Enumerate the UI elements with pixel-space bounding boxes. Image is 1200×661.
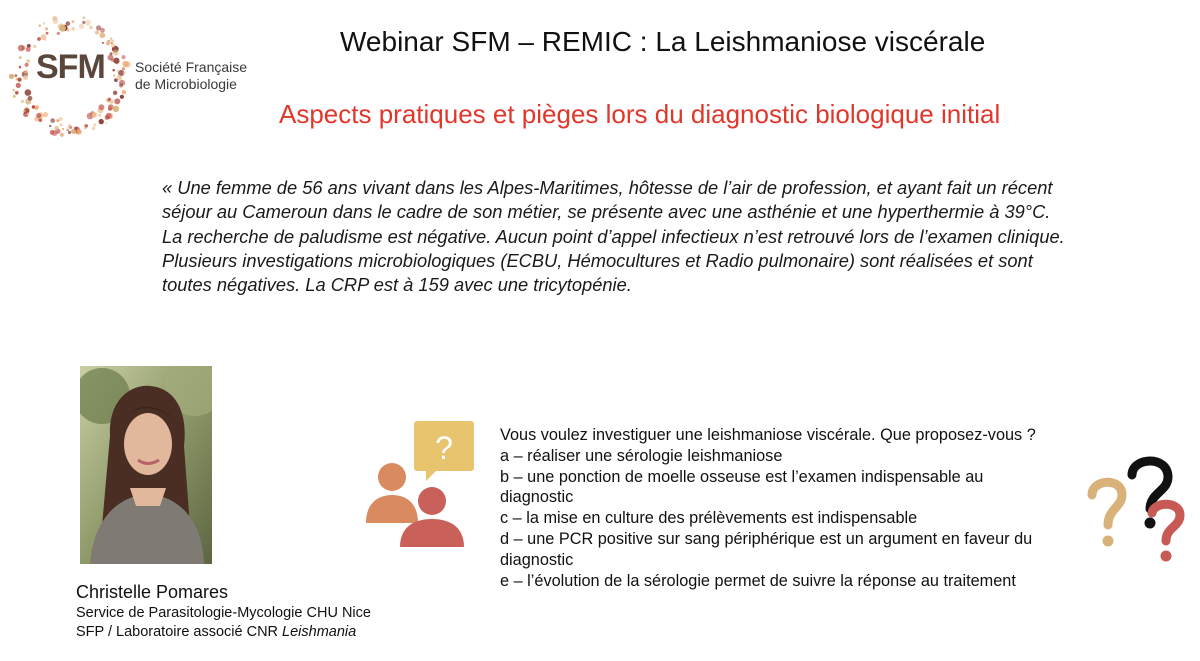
logo-ring-dot bbox=[105, 115, 110, 120]
logo-ring-dot bbox=[50, 118, 55, 123]
logo-ring-dot bbox=[96, 25, 101, 30]
quiz-option-b: b – une ponction de moelle osseuse est l’examen indispensable au diagnostic bbox=[500, 467, 984, 507]
logo-society-name: Société Française de Microbiologie bbox=[135, 59, 248, 92]
logo-ring-dot bbox=[25, 63, 29, 67]
affiliation-2-text: SFP / Laboratoire associé CNR bbox=[76, 624, 283, 640]
logo-ring-dot bbox=[99, 119, 104, 124]
logo-ring-dot bbox=[23, 75, 28, 80]
speaker-affiliation-2 bbox=[76, 624, 356, 641]
logo-ring-dot bbox=[54, 126, 59, 131]
logo-ring-dot bbox=[43, 22, 46, 25]
logo-ring-dot bbox=[113, 75, 115, 77]
logo-ring-dot bbox=[79, 24, 84, 29]
logo-ring-dot bbox=[99, 104, 105, 110]
slide-subtitle: Aspects pratiques et pièges lors du diagnostic biologique initial bbox=[279, 99, 1001, 129]
quiz-option-e: e – l’évolution de la sérologie permet de suivre la réponse au traitement bbox=[500, 571, 1016, 590]
logo-ring-dot bbox=[15, 91, 19, 95]
speaker-affiliation-1: Service de Parasitologie-Mycologie CHU Nice bbox=[76, 605, 371, 621]
logo-mark: SFM bbox=[36, 48, 105, 86]
logo-ring-dot bbox=[107, 101, 109, 103]
logo-ring-dot bbox=[95, 30, 99, 34]
logo-ring-dot bbox=[110, 100, 114, 104]
logo-ring-dot bbox=[27, 113, 30, 116]
logo-ring-dot bbox=[53, 19, 59, 25]
logo-ring-dot bbox=[119, 83, 123, 87]
logo-ring-dot bbox=[26, 59, 30, 63]
logo-ring-dot bbox=[18, 45, 25, 52]
logo-ring-dot bbox=[111, 43, 115, 47]
logo-ring-dot bbox=[82, 21, 85, 24]
logo-ring-dot bbox=[70, 127, 72, 129]
logo-ring-dot bbox=[62, 128, 64, 130]
logo-ring-dot bbox=[60, 133, 64, 137]
logo-ring-dot bbox=[36, 113, 41, 118]
logo-ring-dot bbox=[59, 123, 62, 126]
logo-ring-dot bbox=[93, 123, 96, 126]
logo-ring-dot bbox=[71, 27, 75, 31]
logo-ring-dot bbox=[110, 38, 112, 40]
logo-ring-dot bbox=[76, 129, 81, 134]
logo-ring-dot bbox=[102, 42, 104, 44]
logo-ring-dot bbox=[19, 66, 22, 69]
logo-ring-dot bbox=[9, 74, 14, 79]
quiz-question: Vous voulez investiguer une leishmaniose viscérale. Que proposez-vous ? bbox=[500, 426, 1036, 444]
logo-ring-dot bbox=[59, 117, 63, 121]
logo-ring-dot bbox=[108, 55, 114, 61]
question-marks-icon bbox=[1080, 455, 1195, 570]
logo-ring-dot bbox=[57, 120, 60, 123]
logo-ring-dot bbox=[19, 56, 22, 59]
logo-ring-dot bbox=[45, 27, 48, 30]
logo-ring-dot bbox=[122, 90, 126, 94]
logo-ring-dot bbox=[52, 130, 58, 136]
logo-ring-dot bbox=[18, 78, 22, 82]
logo-ring-dot bbox=[21, 100, 24, 103]
quiz-option-d: d – une PCR positive sur sang périphérique est un argument en faveur du diagnostic bbox=[500, 529, 1033, 569]
logo-ring-dot bbox=[46, 32, 49, 35]
logo-ring-dot bbox=[92, 112, 98, 118]
logo-ring-dot bbox=[25, 89, 32, 96]
logo-ring-dot bbox=[66, 21, 71, 26]
bubble-question-glyph: ? bbox=[435, 430, 453, 466]
speaker-name: Christelle Pomares bbox=[76, 582, 229, 602]
logo-ring-dot bbox=[106, 42, 109, 45]
logo-ring-dot bbox=[83, 17, 86, 20]
logo-ring-dot bbox=[113, 50, 119, 56]
logo-ring-dot bbox=[39, 25, 41, 27]
sfm-logo bbox=[6, 6, 256, 141]
logo-ring-dot bbox=[122, 67, 125, 70]
logo-ring-dot bbox=[113, 106, 119, 112]
logo-ring-dot bbox=[72, 20, 75, 23]
logo-ring-dot bbox=[117, 75, 121, 79]
logo-ring-dot bbox=[28, 96, 33, 101]
logo-ring-dot bbox=[15, 74, 18, 77]
logo-ring-dot bbox=[59, 25, 66, 32]
speaker-photo bbox=[80, 366, 212, 564]
logo-ring-dot bbox=[92, 127, 95, 130]
logo-ring-dot bbox=[37, 37, 41, 41]
logo-ring-dot bbox=[41, 34, 47, 40]
logo-ring-dot bbox=[85, 20, 91, 26]
affiliation-2-italic: Leishmania bbox=[282, 624, 357, 640]
logo-ring-dot bbox=[13, 89, 16, 92]
logo-ring-dot bbox=[120, 95, 124, 99]
logo-ring-dot bbox=[16, 83, 21, 88]
logo-ring-dot bbox=[110, 39, 114, 43]
logo-ring-dot bbox=[105, 122, 107, 124]
logo-ring-dot bbox=[71, 129, 76, 134]
logo-ring-dot bbox=[98, 114, 101, 117]
quiz-option-a: a – réaliser une sérologie leishmaniose bbox=[500, 446, 783, 465]
logo-ring-dot bbox=[84, 126, 87, 129]
logo-ring-dot bbox=[35, 106, 39, 110]
logo-ring-dot bbox=[13, 95, 16, 98]
logo-ring-dot bbox=[26, 47, 31, 52]
quiz-option-c: c – la mise en culture des prélèvements est indispensable bbox=[500, 509, 918, 528]
logo-ring-dot bbox=[89, 26, 92, 29]
logo-ring-dot bbox=[117, 70, 119, 72]
logo-ring-dot bbox=[122, 61, 128, 67]
logo-ring-dot bbox=[66, 129, 69, 132]
logo-ring-dot bbox=[32, 105, 35, 108]
case-description: « Une femme de 56 ans vivant dans les Alpes-Maritimes, hôtesse de l’air de profession, et ayant fait un récent séjour au Cameroun dans le cadre de son métier, se présente avec une asthénie et une hyperthermie à 39°C. La recherche de paludisme est négative. Aucun point d’appel infectieux n’est retrouvé lors de l’examen clinique. Plusieurs investigations microbiologiques (ECBU, Hémocultures et Radio pulmonaire) sont réalisées et sont toutes négatives. La CRP est à 159 avec une tricytopénie. bbox=[162, 177, 1065, 296]
logo-ring-dot bbox=[114, 98, 120, 104]
logo-ring-dot bbox=[122, 55, 126, 59]
quiz-block bbox=[500, 425, 1080, 591]
logo-ring-dot bbox=[57, 32, 60, 35]
logo-ring-dot bbox=[99, 32, 105, 38]
logo-ring-dot bbox=[39, 118, 43, 122]
logo-ring-dot bbox=[114, 78, 118, 82]
logo-ring-dot bbox=[113, 58, 119, 64]
logo-ring-dot bbox=[68, 131, 71, 134]
slide-title: Webinar SFM – REMIC : La Leishmaniose viscérale bbox=[340, 26, 986, 57]
logo-ring-dot bbox=[123, 71, 126, 74]
logo-ring-dot bbox=[24, 70, 28, 74]
logo-ring-dot bbox=[49, 125, 51, 127]
logo-ring-dot bbox=[113, 91, 117, 95]
people-question-icon bbox=[364, 419, 476, 549]
logo-ring-dot bbox=[43, 112, 48, 117]
logo-ring-dot bbox=[113, 69, 115, 71]
